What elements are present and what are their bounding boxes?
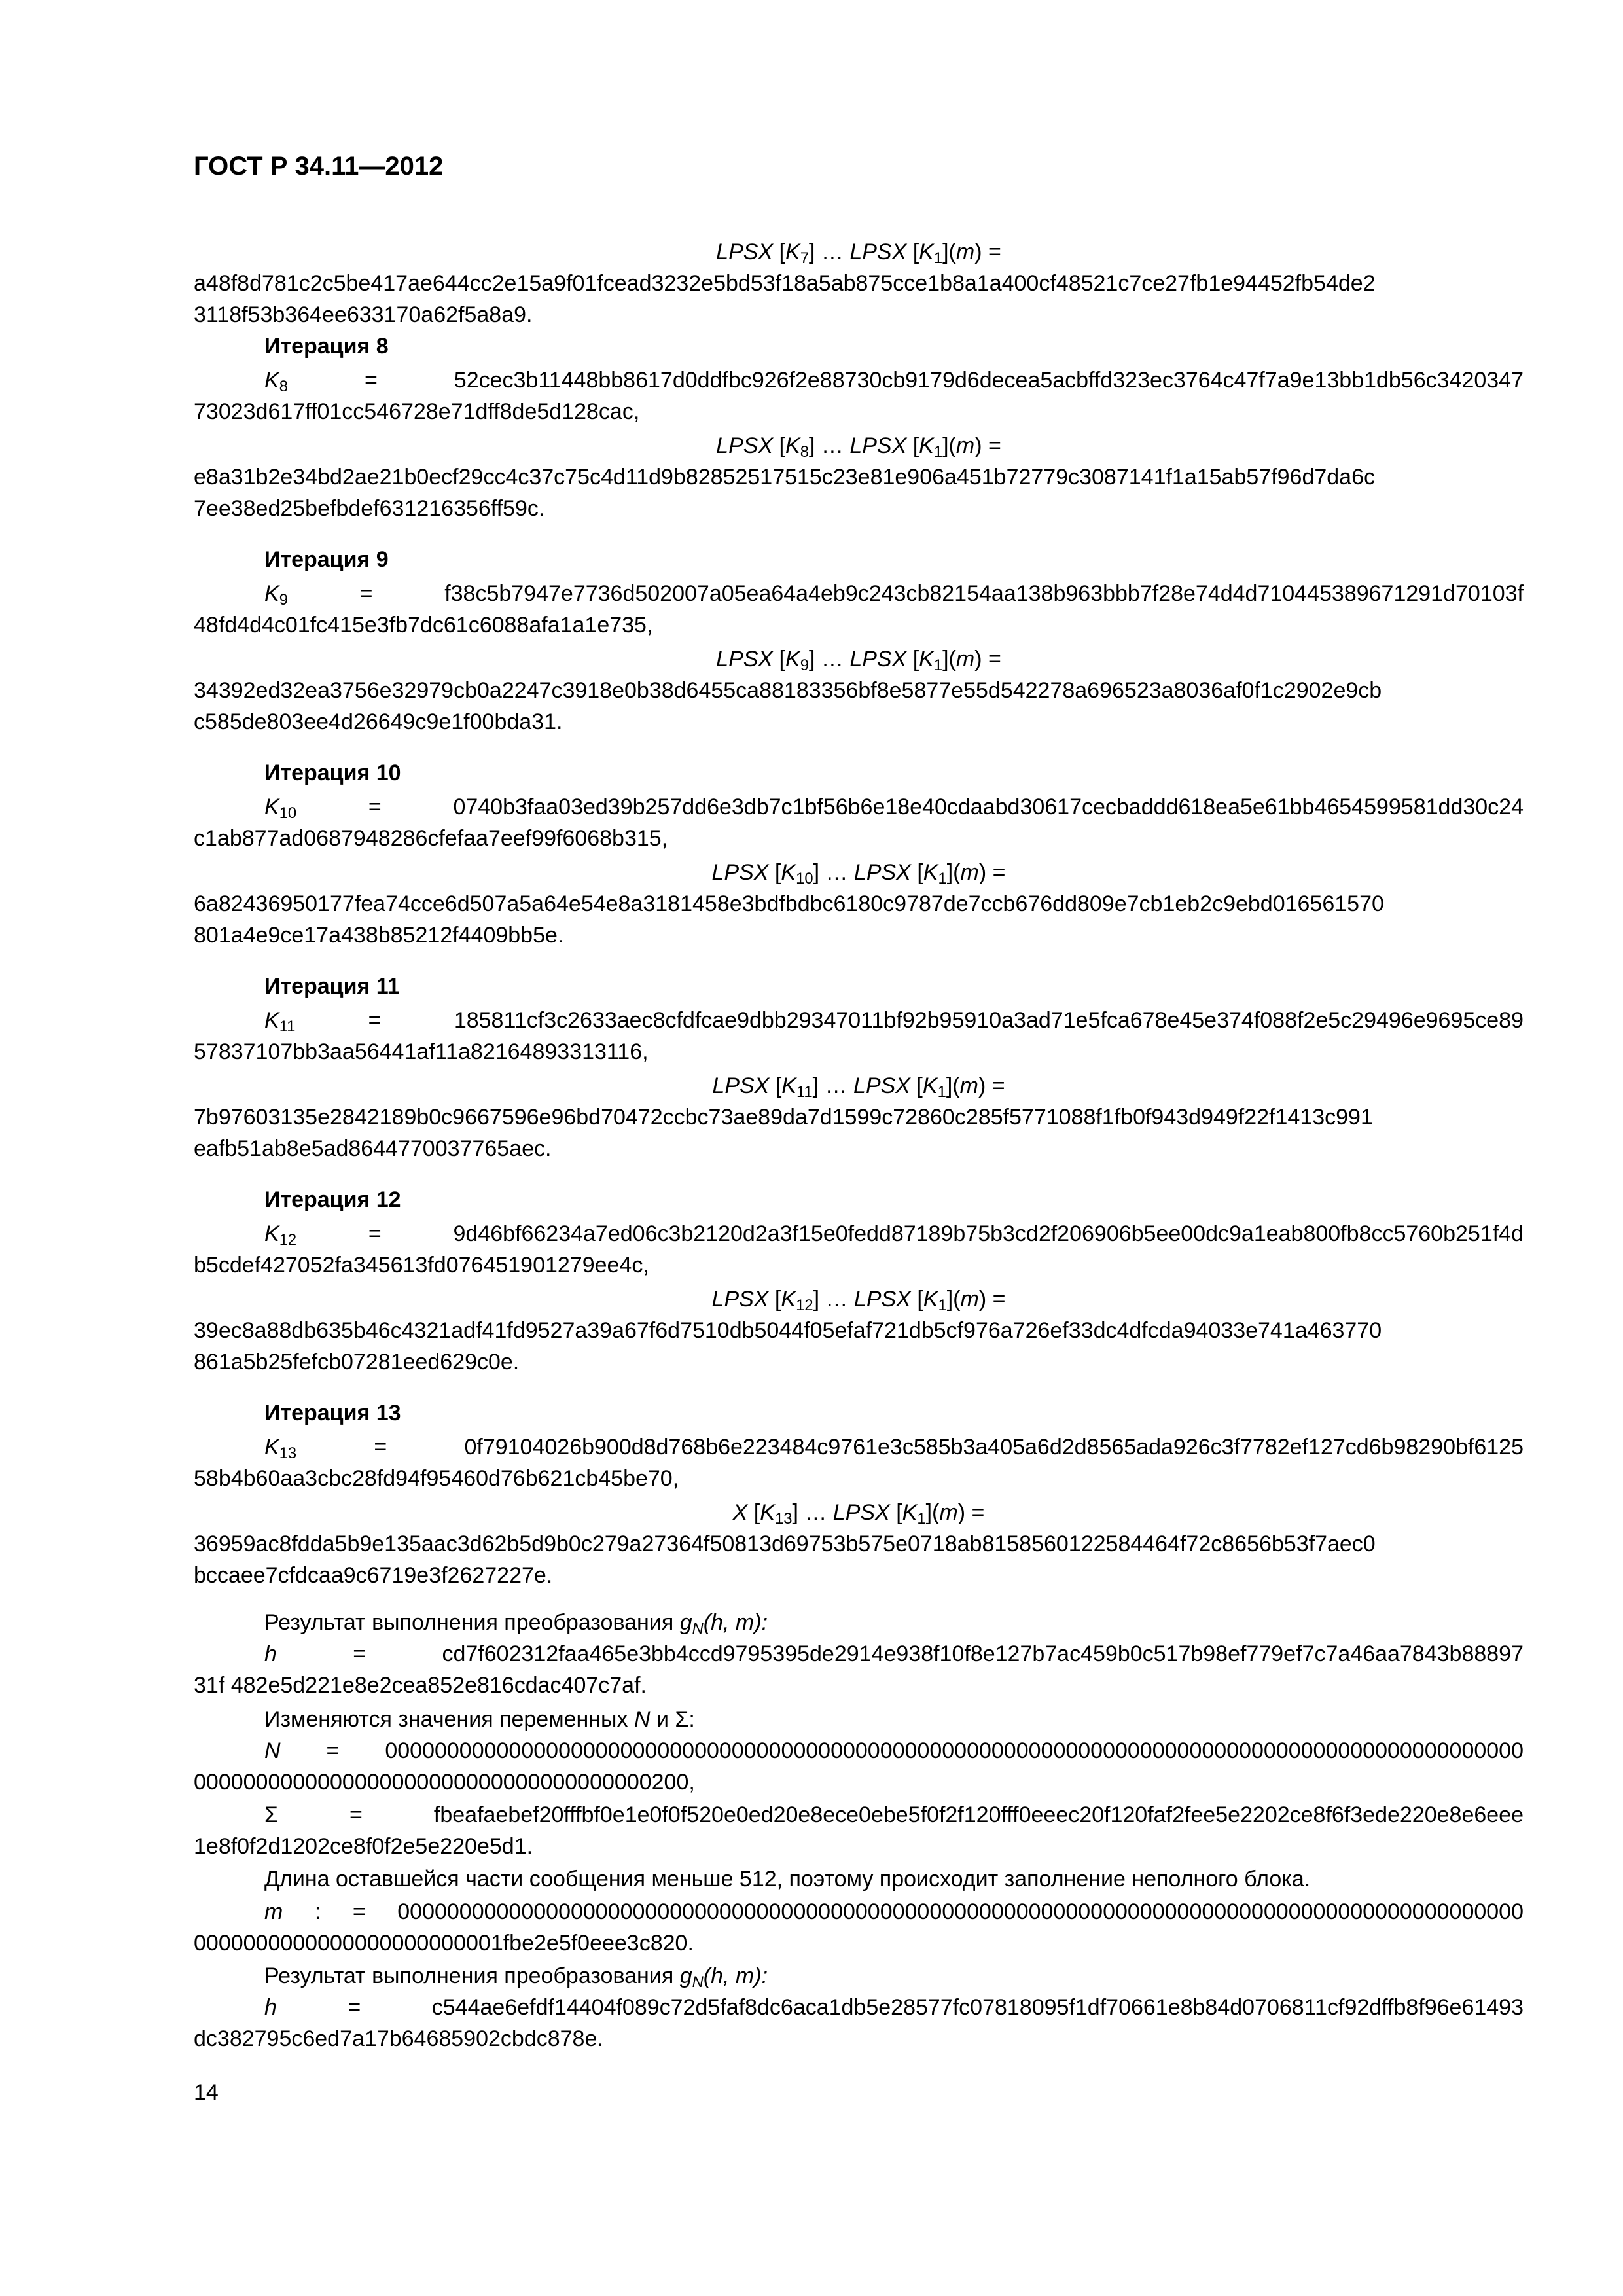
lpsx-formula: LPSX $[K_{10}]$ … LPSX $[K_1](m)$ = bbox=[711, 860, 1006, 888]
hash-line: h = c544ae6efdf14404f089c72d5faf8dc6aca1db5e28577fc07818095f1df70661e8b84d0706811cf92dffb8f96e61493 bbox=[264, 1995, 1524, 2020]
round-key-line: $K_{10}$ = 0740b3faa03ed39b257dd6e3db7c1bf56b6e18e40cdaabd30617cecbaddd618ea5e61bb4654599581dd30c24 bbox=[264, 795, 1524, 822]
vars-label: Изменяются значения переменных N и Σ: bbox=[264, 1707, 695, 1732]
page-number: 14 bbox=[194, 2080, 219, 2105]
round-key-line: 73023d617ff01cc546728e71dff8de5d128cac, bbox=[194, 399, 640, 424]
hash-line: 31f 482e5d221e8e2cea852e816cdac407c7af. bbox=[194, 1673, 647, 1698]
lpsx-formula: LPSX $[K_{12}]$ … LPSX $[K_1](m)$ = bbox=[711, 1287, 1006, 1314]
iteration-heading: Итерация 12 bbox=[264, 1187, 401, 1212]
hex-line: eafb51ab8e5ad8644770037765aec. bbox=[194, 1136, 552, 1161]
hex-line: 7ee38ed25befbdef631216356ff59c. bbox=[194, 496, 545, 521]
round-key-line: 48fd4d4c01fc415e3fb7dc61c6088afa1a1e735, bbox=[194, 613, 653, 637]
result-label: Результат выполнения преобразования $g_N(h$, m): bbox=[264, 1964, 768, 1991]
hex-line: e8a31b2e34bd2ae21b0ecf29cc4c37c75c4d11d9b82852517515c23e81e906a451b72779c3087141f1a15ab57f96d7da6c bbox=[194, 465, 1376, 490]
round-key-line: b5cdef427052fa345613fd076451901279ee4c, bbox=[194, 1253, 649, 1278]
iteration-heading: Итерация 9 bbox=[264, 547, 389, 572]
lpsx-formula: LPSX $[K_8]$ … LPSX $[K_1](m)$ = bbox=[716, 433, 1001, 461]
round-key-line: 58b4b60aa3cbc28fd94f95460d76b621cb45be70, bbox=[194, 1466, 679, 1491]
hex-line: 3118f53b364ee633170a62f5a8a9. bbox=[194, 302, 533, 327]
round-key-line: $K_{12}$ = 9d46bf66234a7ed06c3b2120d2a3f15e0fedd87189b75b3cd2f206906b5ee00dc9a1eab800fb8cc5760b251f4d bbox=[264, 1221, 1524, 1249]
sigma-line: 1e8f0f2d1202ce8f0f2e5e220e5d1. bbox=[194, 1834, 533, 1859]
hex-line: bccaee7cfdcaa9c6719e3f2627227e. bbox=[194, 1563, 553, 1588]
n-line: N = 00000000000000000000000000000000000000000000000000000000000000000000000000000000000000000000 bbox=[264, 1738, 1524, 1763]
lpsx-formula: LPSX $[K_7]$ … LPSX $[K_1](m)$ = bbox=[716, 240, 1001, 267]
hex-line: 39ec8a88db635b46c4321adf41fd9527a39a67f6d7510db5044f05efaf721db5cf976a726ef33dc4dfcda94033e741a463770 bbox=[194, 1318, 1382, 1343]
lpsx-formula: LPSX $[K_9]$ … LPSX $[K_1](m)$ = bbox=[716, 647, 1001, 674]
iteration-heading: Итерация 10 bbox=[264, 761, 401, 785]
round-key-line: c1ab877ad0687948286cfefaa7eef99f6068b315, bbox=[194, 826, 668, 851]
hex-line: c585de803ee4d26649c9e1f00bda31. bbox=[194, 709, 563, 734]
round-key-line: $K_{13} = 0f79104026b900d8d768b6e223484c9761e3c585b3a405a6d2d8565ada926c3f7782ef127cd6b98290bf6125$ bbox=[264, 1435, 1524, 1462]
lpsx-formula: LPSX $[K_{11}]$ … LPSX $[K_1](m)$ = bbox=[712, 1073, 1005, 1101]
hex-line: 861a5b25fefcb07281eed629c0e. bbox=[194, 1350, 520, 1374]
result-label: Результат выполнения преобразования $g_N(h$, m): bbox=[264, 1610, 768, 1638]
round-key-line: $K_8$ = 52cec3b11448bb8617d0ddfbc926f2e88730cb9179d6decea5acbffd323ec3764c47f7a9e13bb1db56c3420347 bbox=[264, 368, 1524, 395]
lpsx-formula: X $[K_{13}]$ … LPSX $[K_1](m)$ = bbox=[732, 1500, 985, 1528]
hex-line: 36959ac8fdda5b9e135aac3d62b5d9b0c279a27364f50813d69753b575e0718ab8158560122584464f72c8656b53f7aec0 bbox=[194, 1532, 1376, 1556]
hex-line: 6a82436950177fea74cce6d507a5a64e54e8a3181458e3bdfbdbc6180c9787de7ccb676dd809e7cb1eb2c9ebd016561570 bbox=[194, 891, 1384, 916]
hex-line: 7b97603135e2842189b0c9667596e96bd70472ccbc73ae89da7d1599c72860c285f5771088f1fb0f943d949f22f1413c991 bbox=[194, 1105, 1373, 1130]
iteration-heading: Итерация 13 bbox=[264, 1401, 401, 1426]
hex-line: 34392ed32ea3756e32979cb0a2247c3918e0b38d6455ca88183356bf8e5877e55d542278a696523a8036af0f1c2902e9cb bbox=[194, 678, 1382, 703]
iteration-heading: Итерация 8 bbox=[264, 334, 389, 359]
hash-line: dc382795c6ed7a17b64685902cbdc878e. bbox=[194, 2026, 603, 2051]
sigma-line: Σ = fbeafaebef20fffbf0e1e0f0f520e0ed20e8ece0ebe5f0f2f120fff0eeec20f120faf2fee5e2202ce8f6f3ede220e8e6eee bbox=[264, 1803, 1524, 1827]
iteration-heading: Итерация 11 bbox=[264, 974, 400, 999]
m-line: 0000000000000000000000001fbe2e5f0eee3c820. bbox=[194, 1931, 694, 1956]
round-key-line: $K_9 = f38c5b7947e7736d502007a05ea64a4eb9c243cb82154aa138b963bbb7f28e74d4d710445389671291d70103f$ bbox=[264, 581, 1524, 609]
hash-line: h = cd7f602312faa465e3bb4ccd9795395de2914e938f10f8e127b7ac459b0c517b98ef779ef7c7a46aa7843b88897 bbox=[264, 1641, 1524, 1666]
hex-line: a48f8d781c2c5be417ae644cc2e15a9f01fcead3232e5bd53f18a5ab875cce1b8a1a400cf48521c7ce27fb1e94452fb54de2 bbox=[194, 271, 1376, 296]
padding-note: Длина оставшейся части сообщения меньше 512, поэтому происходит заполнение неполного блока. bbox=[264, 1867, 1311, 1892]
hex-line: 801a4e9ce17a438b85212f4409bb5e. bbox=[194, 923, 564, 948]
n-line: 0000000000000000000000000000000000000200, bbox=[194, 1770, 695, 1795]
round-key-line: 57837107bb3aa56441af11a82164893313116, bbox=[194, 1039, 649, 1064]
m-line: m : = 0000000000000000000000000000000000000000000000000000000000000000000000000000000000000000000 bbox=[264, 1899, 1524, 1924]
standard-header: ГОСТ Р 34.11—2012 bbox=[194, 152, 444, 181]
round-key-line: $K_{11}$ = 185811cf3c2633aec8cfdfcae9dbb29347011bf92b95910a3ad71e5fca678e45e374f088f2e5c29496e9695ce89 bbox=[264, 1008, 1524, 1035]
